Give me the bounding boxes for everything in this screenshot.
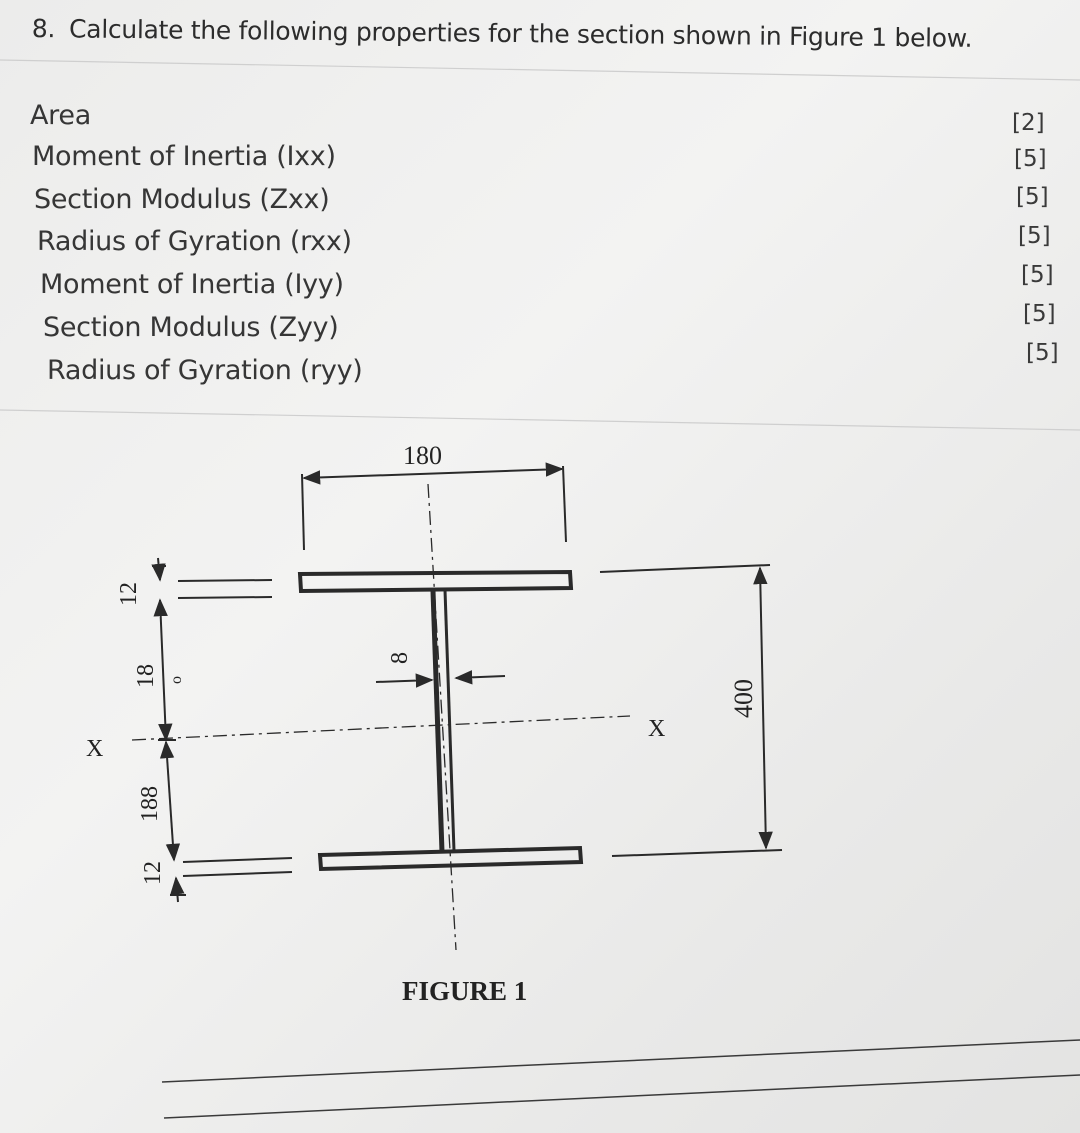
marks-ryy: [5] (1026, 340, 1059, 366)
dim-12-top-label: 12 (116, 582, 142, 606)
marks-area: [2] (1012, 110, 1045, 136)
marks-rxx: [5] (1018, 223, 1051, 249)
property-zyy: Section Modulus (Zyy) (43, 312, 339, 343)
dim-18-label: 18 (133, 664, 159, 688)
x-axis-label-right: X (648, 716, 666, 742)
dim-8-arrow-left (376, 680, 432, 682)
dim-400-extension-top (600, 565, 770, 572)
question-text: Calculate the following properties for the section shown in Figure 1 below. (68, 14, 973, 53)
dim-180-extension-right (563, 466, 566, 542)
web-left-edge (433, 591, 442, 852)
dim-18-line (160, 600, 166, 740)
dim-400-extension-bottom (612, 850, 782, 856)
answer-line-1 (162, 1040, 1080, 1082)
property-zxx: Section Modulus (Zxx) (34, 184, 330, 215)
question-number: 8. (31, 14, 56, 44)
dim-400-label: 400 (729, 679, 758, 718)
small-mark: o (168, 676, 185, 684)
top-flange (300, 572, 571, 591)
dim-188-line (166, 742, 174, 860)
dim-400-line (760, 568, 766, 848)
left-extension-bottom-1 (183, 858, 292, 862)
dim-180-line (304, 469, 562, 478)
property-ixx: Moment of Inertia (Ixx) (32, 141, 336, 172)
dim-8-arrow-right (456, 676, 505, 678)
marks-zxx: [5] (1016, 184, 1049, 210)
page-rule-2 (0, 410, 1080, 430)
left-extension-top-2 (178, 597, 272, 598)
left-extension-top-1 (178, 580, 272, 581)
property-area: Area (30, 100, 91, 131)
dim-12-top-arrow (158, 558, 160, 580)
dim-12-bottom-arrow (176, 878, 178, 902)
answer-line-2 (164, 1075, 1080, 1118)
page-rule-1 (0, 60, 1080, 80)
property-rxx: Radius of Gyration (rxx) (37, 226, 352, 257)
dim-12-bottom-label: 12 (140, 861, 166, 885)
left-extension-bottom-2 (183, 872, 292, 876)
dim-180-label: 180 (403, 441, 442, 470)
dim-180-extension-left (302, 474, 304, 550)
dim-8-label: 8 (387, 652, 413, 664)
x-axis-label-left: X (86, 736, 104, 762)
x-axis-centreline (132, 716, 630, 740)
web-right-edge (445, 590, 454, 851)
marks-iyy: [5] (1021, 262, 1054, 288)
dim-188-label: 188 (137, 786, 163, 822)
property-ryy: Radius of Gyration (ryy) (47, 355, 363, 386)
marks-ixx: [5] (1014, 146, 1047, 172)
property-iyy: Moment of Inertia (Iyy) (40, 269, 344, 300)
figure-caption: FIGURE 1 (402, 976, 528, 1006)
y-axis-centreline (428, 484, 456, 950)
marks-zyy: [5] (1023, 301, 1056, 327)
